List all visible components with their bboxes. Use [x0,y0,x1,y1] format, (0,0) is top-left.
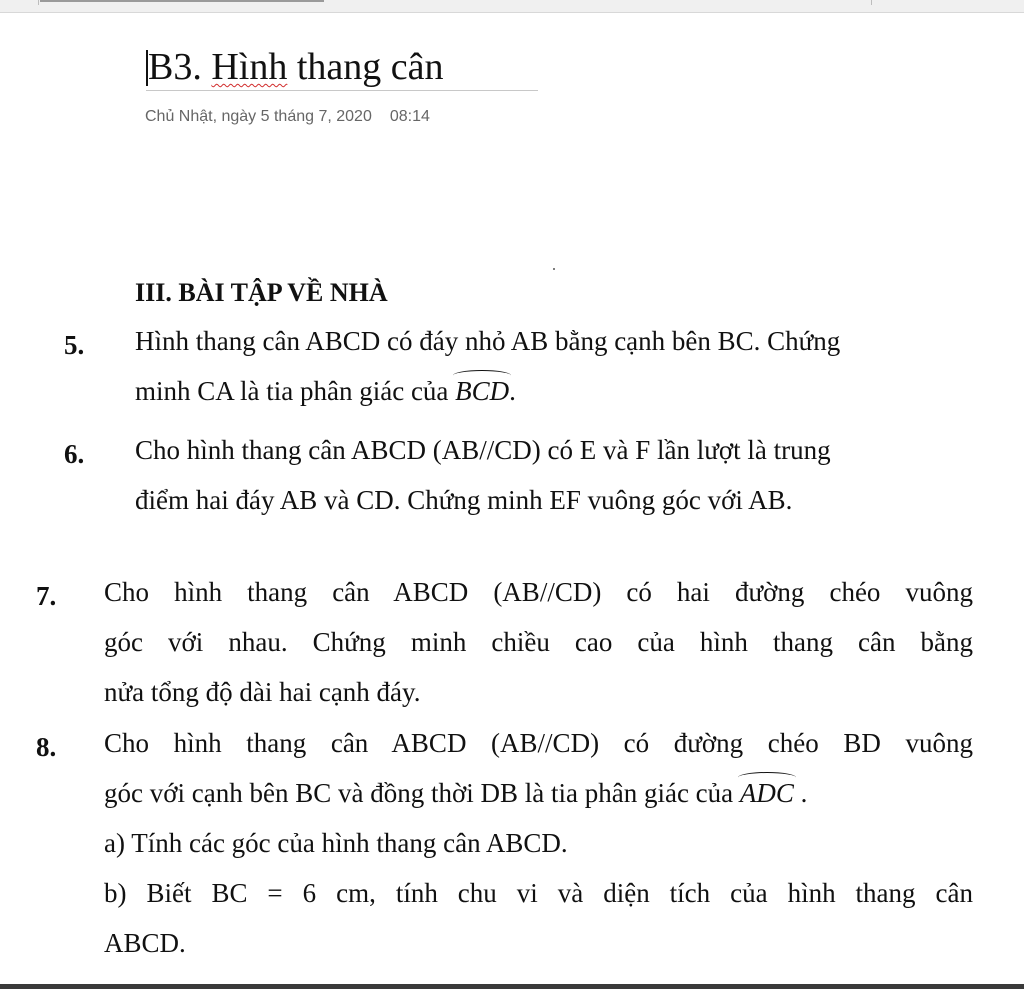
problem-line: Hình thang cân ABCD có đáy nhỏ AB bằng cạnh bên BC. Chứng [135,326,841,356]
title-prefix: B3. [148,46,212,88]
stray-dot [553,268,555,270]
problem-subitem-a: a) Tính các góc của hình thang cân ABCD. [104,828,568,858]
problem-number: 5. [64,330,85,360]
page-date-time [145,106,430,128]
problem-body [104,718,973,968]
problem-line [104,768,973,818]
page-time: 08:14 [389,108,430,125]
problem-subitem-b: b) Biết BC = 6 cm, tính chu vi và diện tích của hình thang cân [104,878,973,908]
problem-line: góc với nhau. Chứng minh chiều cao của hình thang cân bằng [104,627,973,657]
problem-line: điểm hai đáy AB và CD. Chứng minh EF vuông góc với AB. [135,485,793,515]
angle-notation: BCD [455,366,509,416]
punctuation: . [793,778,808,808]
angle-notation: ADC [740,768,794,818]
active-tab-indicator[interactable] [40,0,324,2]
problem-number: 6. [64,439,85,469]
problem-line [135,366,973,416]
title-suffix: thang cân [287,46,444,88]
window-top-bar [0,0,1024,13]
window-bottom-edge [0,984,1024,989]
problem-body [135,316,973,416]
problem-line-text: minh CA là tia phân giác của [135,376,449,406]
title-misspelled-word[interactable]: Hình [211,46,288,88]
page-title-text [146,46,444,88]
problem-line: Cho hình thang cân ABCD (AB//CD) có đường chéo BD vuông [104,728,973,758]
page-date: Chủ Nhật, ngày 5 tháng 7, 2020 [145,108,372,125]
problem-line: Cho hình thang cân ABCD (AB//CD) có E và F lần lượt là trung [135,435,831,465]
section-heading: III. BÀI TẬP VỀ NHÀ [135,278,388,307]
problem-line: nửa tổng độ dài hai cạnh đáy. [104,677,421,707]
problem-line: ABCD. [104,928,186,958]
problem-number: 7. [36,581,57,611]
tab-divider [38,0,39,5]
problem-line: Cho hình thang cân ABCD (AB//CD) có hai đường chéo vuông [104,577,973,607]
page-title[interactable] [146,44,538,91]
text-cursor [146,50,148,86]
punctuation: . [509,376,516,406]
problem-number: 8. [36,732,57,762]
problem-line-text: góc với cạnh bên BC và đồng thời DB là tia phân giác của [104,778,734,808]
problem-body [104,567,973,717]
tab-divider [871,0,872,5]
problem-body [135,425,973,525]
